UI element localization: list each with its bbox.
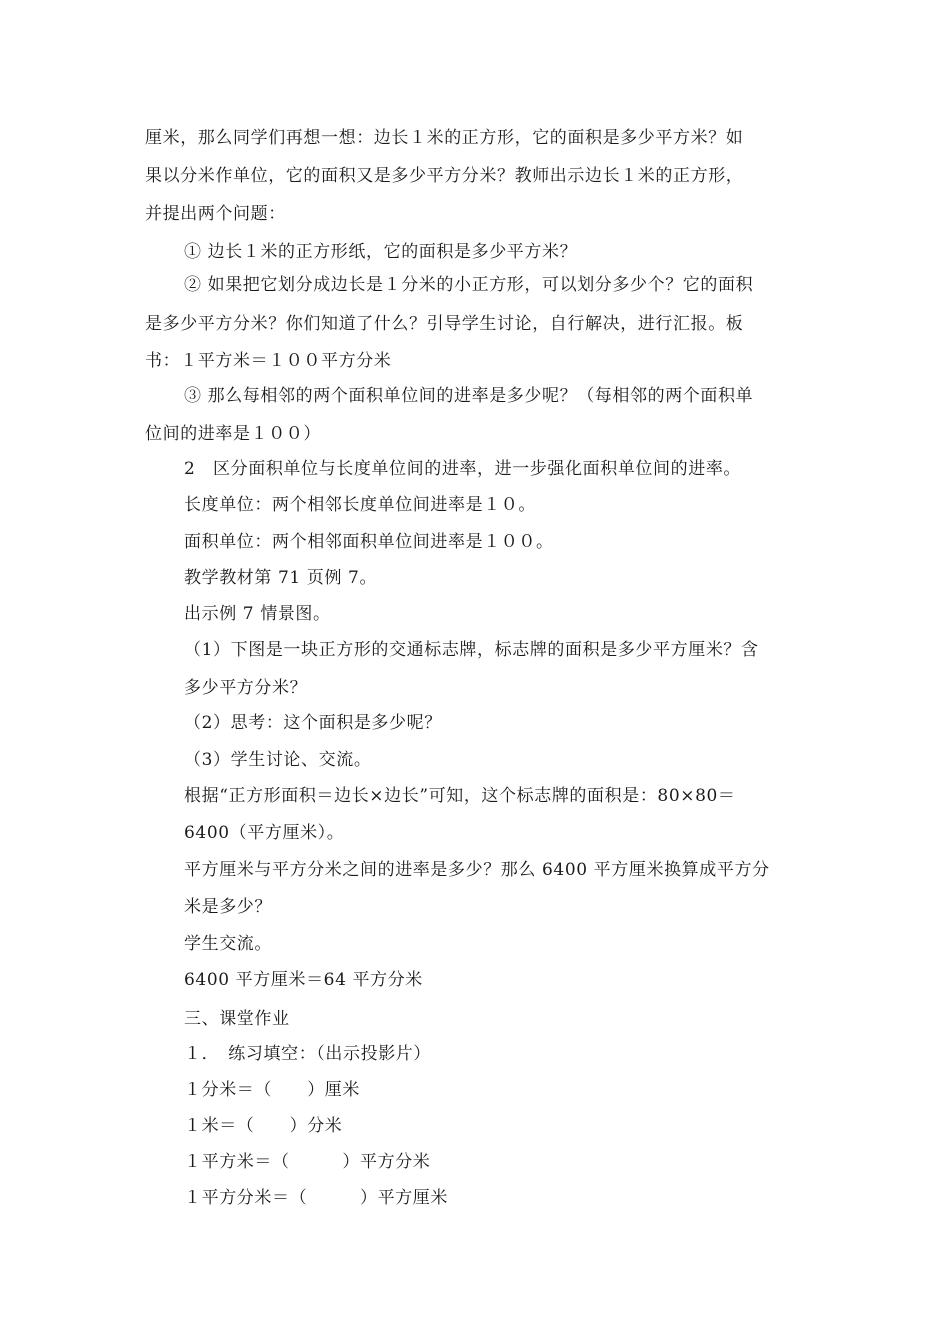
question-1: （1）下图是一块正方形的交通标志牌，标志牌的面积是多少平方厘米？含 bbox=[184, 640, 759, 660]
text-line: 位间的进率是１００） bbox=[145, 424, 321, 444]
section-heading: 三、课堂作业 bbox=[184, 1009, 290, 1029]
list-item-circle-3: ③ 那么每相邻的两个面积单位间的进率是多少呢？（每相邻的两个面积单 bbox=[184, 386, 754, 406]
text-line: 面积单位：两个相邻面积单位间进率是１００。 bbox=[184, 532, 554, 552]
question-3: （3）学生讨论、交流。 bbox=[184, 750, 372, 770]
exercise-item: １平方分米＝（ ）平方厘米 bbox=[184, 1188, 448, 1208]
text-line: 多少平方分米？ bbox=[184, 678, 308, 698]
text-line: 平方厘米与平方分米之间的进率是多少？那么 6400 平方厘米换算成平方分 bbox=[184, 860, 770, 880]
text-line: 出示例 7 情景图。 bbox=[184, 604, 331, 624]
text-line: 教学教材第 71 页例 7。 bbox=[184, 568, 378, 588]
text-line: 米是多少？ bbox=[184, 897, 272, 917]
section-item-2: 2 区分面积单位与长度单位间的进率，进一步强化面积单位间的进率。 bbox=[184, 459, 742, 479]
text-line: 是多少平方分米？你们知道了什么？引导学生讨论，自行解决，进行汇报。板 bbox=[145, 314, 744, 334]
text-line: 书：１平方米＝１００平方分米 bbox=[145, 351, 392, 371]
text-line: 长度单位：两个相邻长度单位间进率是１０。 bbox=[184, 495, 536, 515]
list-item-circle-2: ② 如果把它划分成边长是１分米的小正方形，可以划分多少个？它的面积 bbox=[184, 275, 754, 295]
text-line: 果以分米作单位，它的面积又是多少平方分米？教师出示边长１米的正方形， bbox=[145, 166, 744, 186]
exercise-item: １分米＝（ ）厘米 bbox=[184, 1080, 360, 1100]
question-2: （2）思考：这个面积是多少呢？ bbox=[184, 713, 442, 733]
exercise-item: １米＝（ ）分米 bbox=[184, 1116, 343, 1136]
exercise-title: １． 练习填空：（出示投影片） bbox=[184, 1044, 431, 1064]
text-line: 6400（平方厘米）。 bbox=[184, 823, 345, 843]
list-item-circle-1: ① 边长１米的正方形纸，它的面积是多少平方米？ bbox=[184, 242, 578, 262]
text-line: 根据“正方形面积＝边长×边长”可知，这个标志牌的面积是：80×80＝ bbox=[184, 786, 736, 806]
text-line: 厘米，那么同学们再想一想：边长１米的正方形，它的面积是多少平方米？如 bbox=[145, 128, 744, 148]
text-line: 6400 平方厘米＝64 平方分米 bbox=[184, 970, 423, 990]
text-line: 学生交流。 bbox=[184, 934, 272, 954]
text-line: 并提出两个问题： bbox=[145, 204, 286, 224]
exercise-item: １平方米＝（ ）平方分米 bbox=[184, 1152, 431, 1172]
